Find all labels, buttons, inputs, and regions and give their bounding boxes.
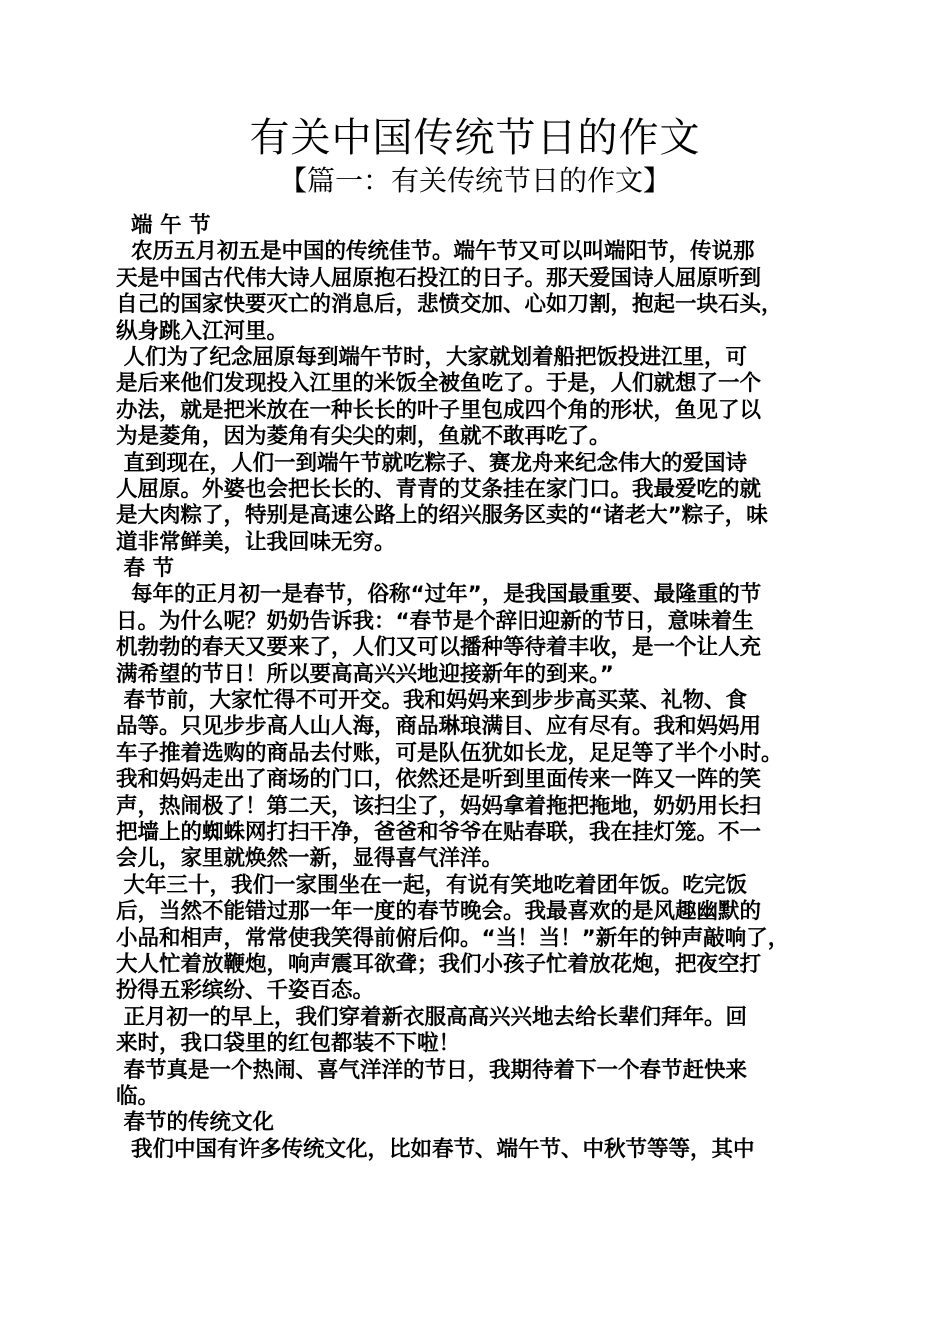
text-line: 扮得五彩缤纷、千姿百态。 <box>116 978 375 1004</box>
text-line: 我和妈妈走出了商场的门口，依然还是听到里面传来一阵又一阵的笑 <box>116 767 762 793</box>
text-line: 天是中国古代伟大诗人屈原抱石投江的日子。那天爱国诗人屈原听到 <box>116 265 762 291</box>
text-line: 声，热闹极了！第二天，该扫尘了，妈妈拿着拖把拖地，奶奶用长扫 <box>116 793 762 819</box>
text-line: 品等。只见步步高人山人海，商品琳琅满目、应有尽有。我和妈妈用 <box>116 714 762 740</box>
document-subtitle: 【篇一：有关传统节日的作文】 <box>278 164 671 197</box>
text-line: 我们中国有许多传统文化，比如春节、端午节、中秋节等等，其中 <box>116 1136 755 1162</box>
text-line: 大年三十，我们一家围坐在一起，有说有笑地吃着团年饭。吃完饭 <box>116 872 747 898</box>
text-line: 小品和相声，常常使我笑得前俯后仰。“当！当！”新年的钟声敲响了， <box>116 925 790 951</box>
text-line: 春节的传统文化 <box>116 1110 274 1136</box>
text-line: 是后来他们发现投入江里的米饭全被鱼吃了。于是，人们就想了一个 <box>116 371 762 397</box>
text-line: 农历五月初五是中国的传统佳节。端午节又可以叫端阳节，传说那 <box>116 239 755 265</box>
document-title: 有关中国传统节日的作文 <box>249 115 701 161</box>
text-line: 机勃勃的春天又要来了，人们又可以播种等待着丰收，是一个让人充 <box>116 635 762 661</box>
text-line: 会儿，家里就焕然一新，显得喜气洋洋。 <box>116 846 504 872</box>
text-line: 春 节 <box>116 556 174 582</box>
essay-body <box>116 213 846 1163</box>
text-line: 自己的国家快要灭亡的消息后，悲愤交加、心如刀割，抱起一块石头， <box>116 292 783 318</box>
text-line: 道非常鲜美，让我回味无穷。 <box>116 529 396 555</box>
text-line: 后，当然不能错过那一年一度的春节晚会。我最喜欢的是风趣幽默的 <box>116 899 762 925</box>
text-line: 端 午 节 <box>116 213 211 238</box>
text-line: 满希望的节日！所以要高高兴兴地迎接新年的到来。” <box>116 661 614 687</box>
text-line: 把墙上的蜘蛛网打扫干净，爸爸和爷爷在贴春联，我在挂灯笼。不一 <box>116 819 762 845</box>
text-line: 办法，就是把米放在一种长长的叶子里包成四个角的形状，鱼见了以 <box>116 397 762 423</box>
text-line: 人们为了纪念屈原每到端午节时，大家就划着船把饭投进江里，可 <box>116 344 747 370</box>
text-line: 人屈原。外婆也会把长长的、青青的艾条挂在家门口。我最爱吃的就 <box>116 476 762 502</box>
text-line: 日。为什么呢？奶奶告诉我：“春节是个辞旧迎新的节日，意味着生 <box>116 608 754 634</box>
text-line: 正月初一的早上，我们穿着新衣服高高兴兴地去给长辈们拜年。回 <box>116 1004 747 1030</box>
text-line: 每年的正月初一是春节，俗称“过年”，是我国最重要、最隆重的节 <box>116 582 762 608</box>
text-line: 来时，我口袋里的红包都装不下啦！ <box>116 1031 461 1057</box>
text-line: 纵身跳入江河里。 <box>116 318 289 344</box>
text-line: 直到现在，人们一到端午节就吃粽子、赛龙舟来纪念伟大的爱国诗 <box>116 450 747 476</box>
text-line: 为是菱角，因为菱角有尖尖的刺，鱼就不敢再吃了。 <box>116 424 611 450</box>
text-line: 临。 <box>116 1083 160 1109</box>
text-line: 是大肉粽了，特别是高速公路上的绍兴服务区卖的“诸老大”粽子，味 <box>116 503 768 529</box>
text-line: 车子推着选购的商品去付账，可是队伍犹如长龙，足足等了半个小时。 <box>116 740 783 766</box>
text-line: 春节前，大家忙得不可开交。我和妈妈来到步步高买菜、礼物、食 <box>116 688 747 714</box>
text-line: 春节真是一个热闹、喜气洋洋的节日，我期待着下一个春节赶快来 <box>116 1057 747 1083</box>
text-line: 大人忙着放鞭炮，响声震耳欲聋；我们小孩子忙着放花炮，把夜空打 <box>116 951 762 977</box>
